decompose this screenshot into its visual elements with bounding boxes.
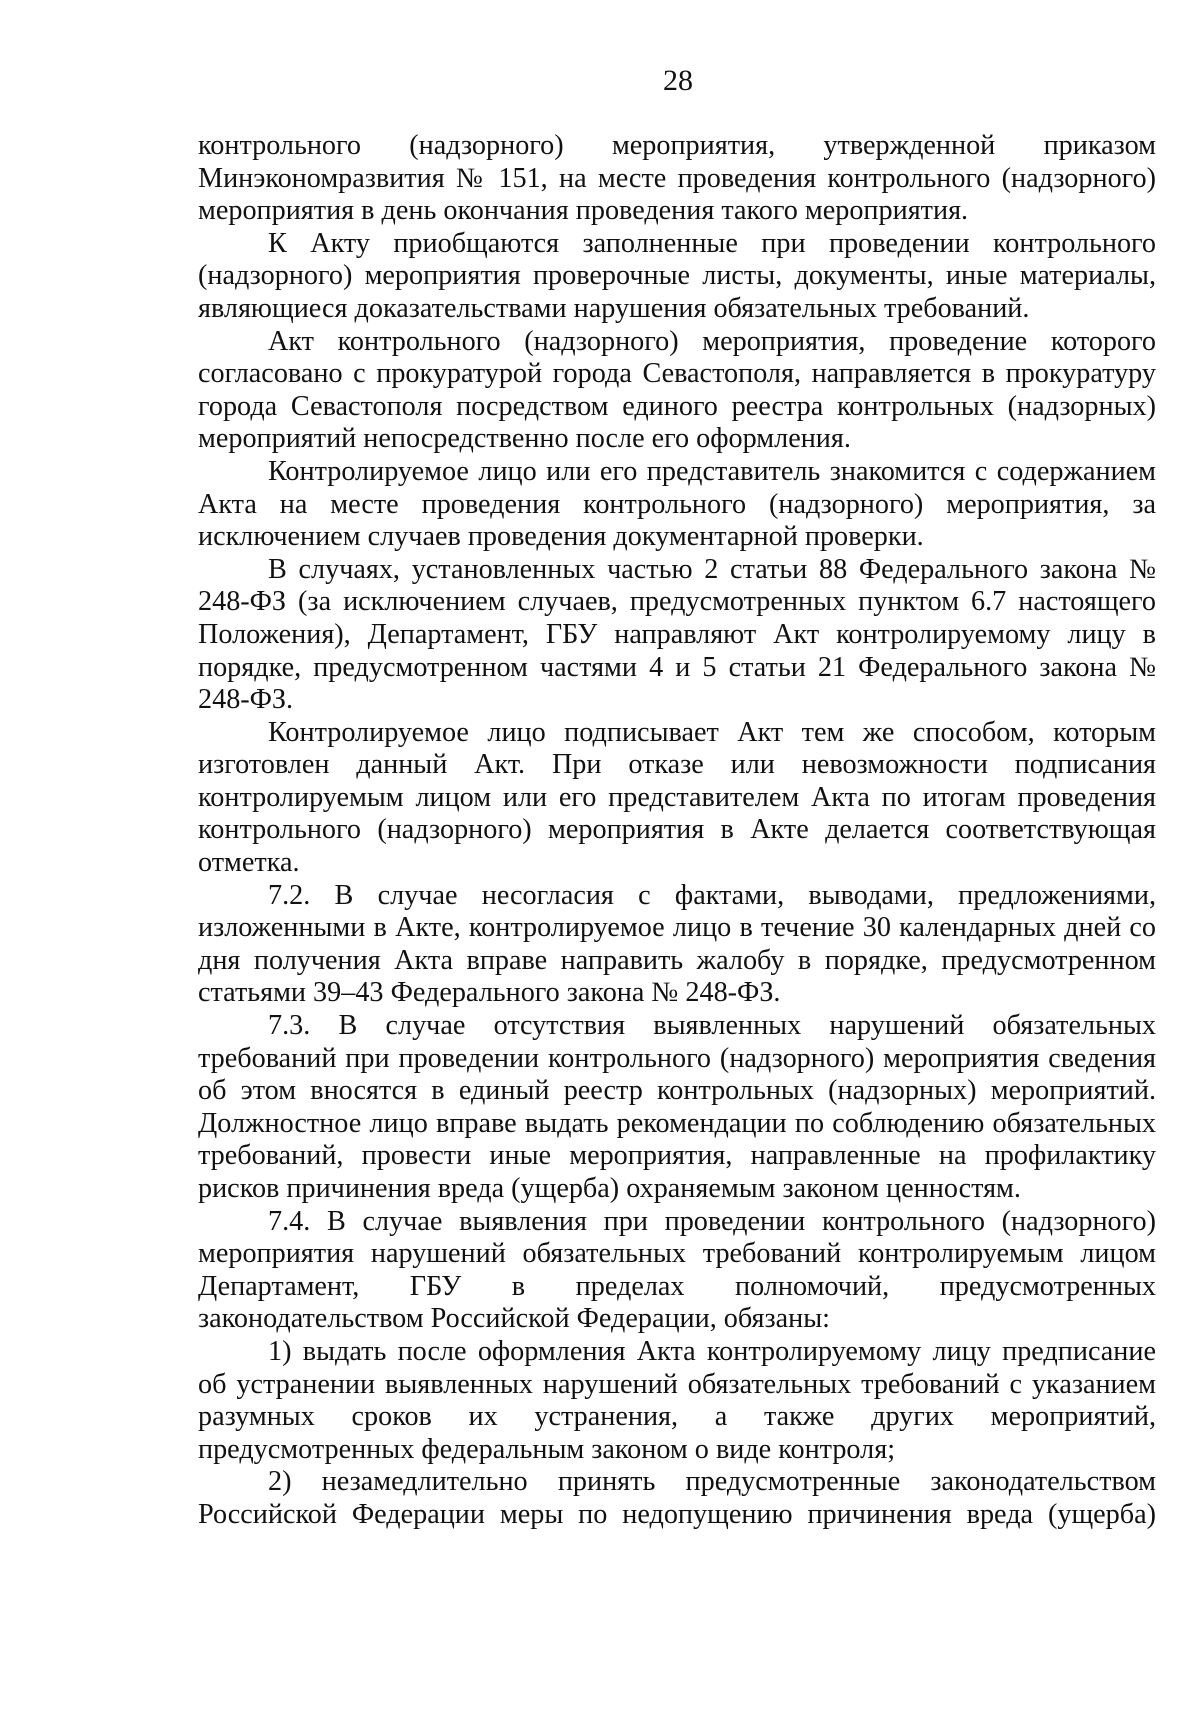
paragraph: К Акту приобщаются заполненные при проведении контрольного (надзорного) мероприятия проверочные листы, документы, иные материалы, являющиеся доказательствами нарушения обязательных требований. — [198, 227, 1156, 324]
document-body — [198, 130, 1156, 1532]
paragraph: 1) выдать после оформления Акта контролируемому лицу предписание об устранении выявленных нарушений обязательных требований с указанием разумных сроков их устранения, а также других мероприятий, предусмотренных федеральным законом о виде контроля; — [198, 1335, 1156, 1465]
paragraph: Контролируемое лицо или его представитель знакомится с содержанием Акта на месте проведения контрольного (надзорного) мероприятия, за исключением случаев проведения документарной проверки. — [198, 455, 1156, 553]
paragraph: 2) незамедлительно принять предусмотренные законодательством Российской Федерации меры по недопущению причинения вреда (ущерба) — [198, 1466, 1156, 1530]
paragraph: контрольного (надзорного) мероприятия, утвержденной приказом Минэкономразвития № 151, на месте проведения контрольного (надзорного) мероприятия в день окончания проведения такого мероприятия. — [198, 130, 1156, 227]
page-number: 28 — [663, 64, 693, 97]
paragraph: В случаях, установленных частью 2 статьи 88 Федерального закона № 248-ФЗ (за исключением случаев, предусмотренных пунктом 6.7 настоящего Положения), Департамент, ГБУ направляют Акт контролируемому лицу в порядке, предусмотренном частями 4 и 5 статьи 21 Федерального закона № 248-ФЗ. — [198, 553, 1156, 716]
paragraph: 7.3. В случае отсутствия выявленных нарушений обязательных требований при проведении контрольного (надзорного) мероприятия сведения об этом вносятся в единый реестр контрольных (надзорных) мероприятий. Должностное лицо вправе выдать рекомендации по соблюдению обязательных требований, провести иные мероприятия, направленные на профилактику рисков причинения вреда (ущерба) охраняемым законом ценностям. — [198, 1010, 1156, 1204]
paragraph: Акт контрольного (надзорного) мероприятия, проведение которого согласовано с прокуратурой города Севастополя, направляется в прокуратуру города Севастополя посредством единого реестра контрольных (надзорных) мероприятий непосредственно после его оформления. — [198, 325, 1156, 455]
paragraph: 7.4. В случае выявления при проведении контрольного (надзорного) мероприятия нарушений обязательных требований контролируемым лицом Департамент, ГБУ в пределах полномочий, предусмотренных законодательством Российской Федерации, обязаны: — [198, 1205, 1156, 1335]
paragraph: Контролируемое лицо подписывает Акт тем же способом, которым изготовлен данный Акт. При отказе или невозможности подписания контролируемым лицом или его представителем Акта по итогам проведения контрольного (надзорного) мероприятия в Акте делается соответствующая отметка. — [198, 716, 1156, 879]
paragraph: 7.2. В случае несогласия с фактами, выводами, предложениями, изложенными в Акте, контролируемое лицо в течение 30 календарных дней со дня получения Акта вправе направить жалобу в порядке, предусмотренном статьями 39–43 Федерального закона № 248-ФЗ. — [198, 879, 1156, 1009]
